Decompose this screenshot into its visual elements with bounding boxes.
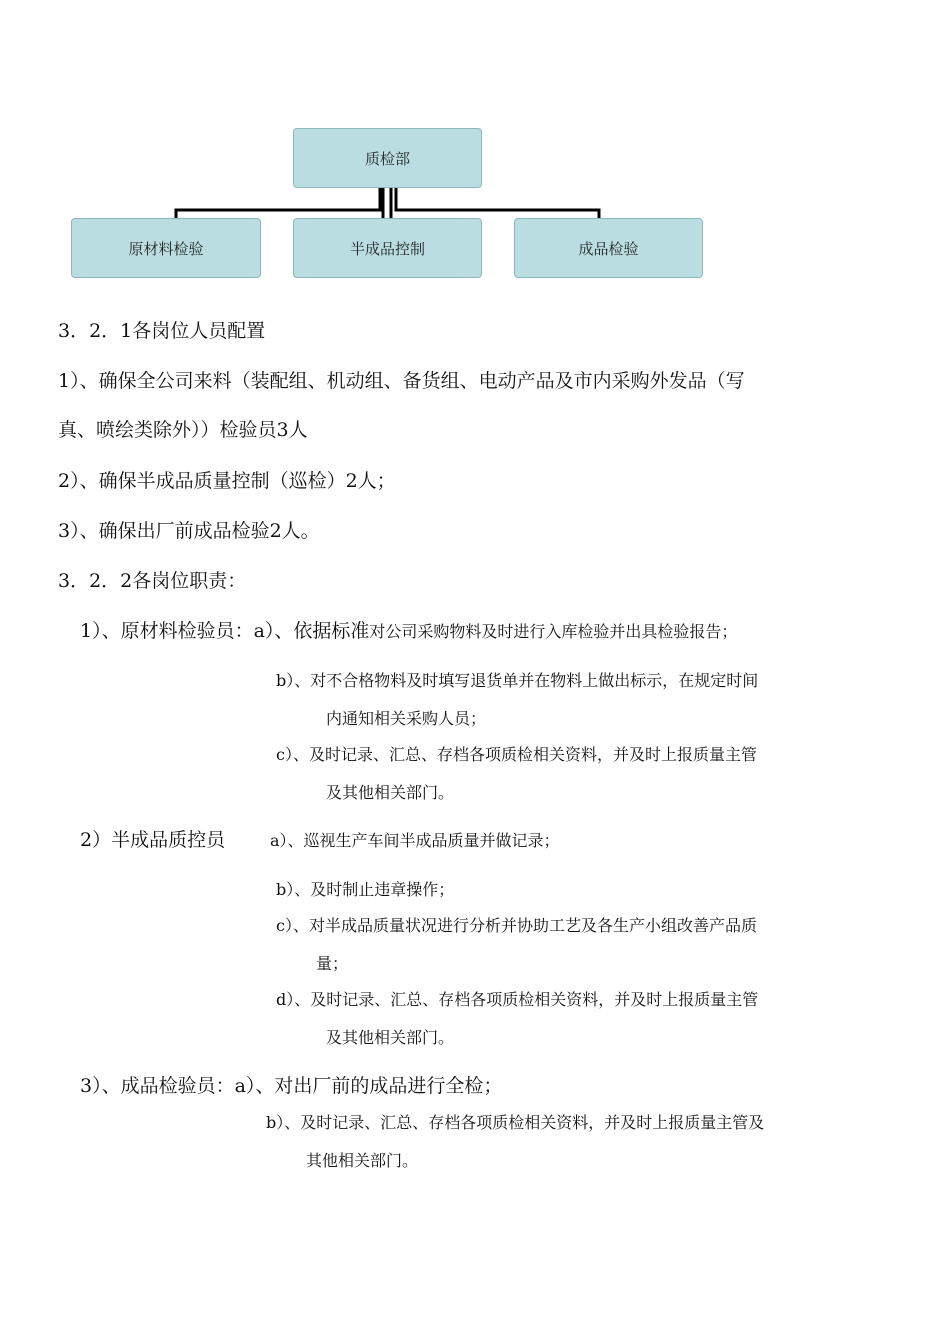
duty-semi-a: a）、巡视生产车间半成品质量并做记录； [270, 831, 560, 850]
staff-line-1a: 1）、确保全公司来料（装配组、机动组、备货组、电动产品及市内采购外发品（写 [58, 370, 745, 392]
duty-finished-lead: 3）、成品检验员：a）、对出厂前的成品进行全检； [80, 1075, 503, 1097]
section-322-heading: 3．2．2各岗位职责： [58, 570, 247, 592]
org-node-semi-finished: 半成品控制 [293, 218, 482, 278]
duty-raw-b2: 内通知相关采购人员； [326, 709, 487, 728]
duty-finished-b1: b）、及时记录、汇总、存档各项质检相关资料，并及时上报质量主管及 [266, 1113, 765, 1132]
staff-line-1b: 真、喷绘类除外））检验员3人 [58, 419, 308, 441]
duty-semi-d2: 及其他相关部门。 [326, 1028, 455, 1047]
duty-raw-lead-tail: 对公司采购物料及时进行入库检验并出具检验报告； [369, 622, 738, 641]
duty-raw-lead [80, 616, 737, 643]
duty-raw-c1: c）、及时记录、汇总、存档各项质检相关资料，并及时上报质量主管 [276, 745, 757, 764]
duty-semi-lead: 2）半成品质控员 [80, 829, 226, 851]
org-node-raw-material: 原材料检验 [71, 218, 261, 278]
duty-finished-b2: 其他相关部门。 [306, 1151, 419, 1170]
duty-raw-c2: 及其他相关部门。 [326, 783, 455, 802]
staff-line-2: 2）、确保半成品质量控制（巡检）2人； [58, 470, 396, 492]
duty-semi-c2: 量； [316, 954, 349, 973]
org-node-quality-dept: 质检部 [293, 128, 482, 188]
duty-semi-c1: c）、对半成品质量状况进行分析并协助工艺及各生产小组改善产品质 [276, 916, 757, 935]
duty-raw-lead-text: 1）、原材料检验员：a）、依据标准 [80, 620, 370, 642]
org-node-finished: 成品检验 [514, 218, 703, 278]
duty-semi-b: b）、及时制止违章操作； [276, 880, 455, 899]
duty-raw-b1: b）、对不合格物料及时填写退货单并在物料上做出标示，在规定时间 [276, 671, 759, 690]
org-chart [0, 0, 950, 300]
duty-semi-d1: d）、及时记录、汇总、存档各项质检相关资料，并及时上报质量主管 [276, 990, 759, 1009]
section-321-heading: 3．2．1各岗位人员配置 [58, 320, 266, 342]
staff-line-3: 3）、确保出厂前成品检验2人。 [58, 520, 320, 542]
